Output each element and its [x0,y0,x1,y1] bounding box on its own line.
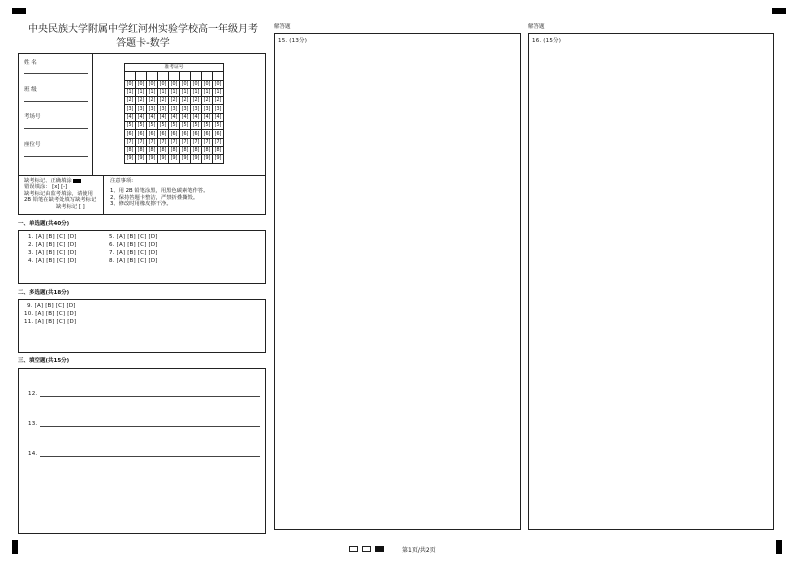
notes-item-3: 3、修改时用橡皮擦干净。 [110,201,172,208]
info-divider [92,53,93,175]
answer-col2-header: 解答题 [528,24,545,30]
notes-item-2: 2、保持答题卡整洁，严禁折叠撕毁。 [110,194,199,201]
question-2[interactable]: 2. [A] [B] [C] [D] [28,242,77,248]
answer-col1-header: 解答题 [274,24,291,30]
corner-mark-bottom-left [12,540,18,554]
page-code-box-2 [362,546,371,552]
answer-box-15[interactable] [274,33,521,530]
question-5[interactable]: 5. [A] [B] [C] [D] [109,234,158,240]
corner-mark-top-left [12,8,26,14]
corner-mark-top-right [772,8,786,14]
question-9[interactable]: 9. [A] [B] [C] [D] [27,303,76,309]
absence-mark[interactable]: 缺考标记 [ ] [56,203,85,210]
marking-line-4: 2B 铅笔在缺考处填写缺考标记 [24,197,97,204]
sheet-title: 中央民族大学附属中学红河州实验学校高一年级月考 [28,24,258,35]
question-8[interactable]: 8. [A] [B] [C] [D] [109,258,158,264]
notes-header: 注意事项: [110,178,133,184]
question-4[interactable]: 4. [A] [B] [C] [D] [28,258,77,264]
admission-number-header: 准考证号 [125,64,224,72]
name-field[interactable] [24,73,88,74]
page-code-box-3 [375,546,384,552]
admission-number-grid: 准考证号 [0] [0] [0] [0] [0] [0] [0] [0] [0] [1] [1] [1] [1] [1] [1] [1] [1] [1] [2] [2] [2] [2] [2] [2] [2] [2] [2] [3] [3] [3] [3] [3] [3] [3] [3] [3] [4] [4] [4] [4] [4] [4] [4] [4] [4] [5] [5] [5] [5] [5] [5] [5] [5] [5] [6] [6] [6] [6] [6] [6] [6] [6] [6] [7] [7] [7] [7] [7] [7] [7] [7] [7] [8] [8] [8] [8] [8] [8] [8] [8] [8] [9] [9] [9] [9] [9] [9] [9] [9] [9] [124,63,224,164]
page-number: 第1页/共2页 [402,547,436,554]
question-12-label: 12. [28,391,38,397]
question-11[interactable]: 11. [A] [B] [C] [D] [24,319,77,325]
sheet-subtitle: 答题卡-数学 [116,38,170,49]
exam-room-label: 考场号 [24,114,41,120]
seat-label: 座位号 [24,142,41,148]
question-14-answer-line[interactable] [40,456,260,457]
seat-field[interactable] [24,156,88,157]
section-fill-blank: 三、填空题(共15分) [18,358,70,364]
question-6[interactable]: 6. [A] [B] [C] [D] [109,242,158,248]
marking-instructions [24,178,104,210]
question-14-label: 14. [28,451,38,457]
question-10[interactable]: 10. [A] [B] [C] [D] [24,311,77,317]
class-field[interactable] [24,101,88,102]
corner-mark-bottom-right [776,540,782,554]
marking-line-3: 缺考标记由监考填涂，请使用 [24,190,93,197]
notes-item-1: 1、用 2B 铅笔涂黑，用黑色碳素笔作答。 [110,188,209,195]
page-code-box-1 [349,546,358,552]
filled-mark-icon [73,179,81,183]
question-7[interactable]: 7. [A] [B] [C] [D] [109,250,158,256]
answer-box-16[interactable] [528,33,774,530]
exam-notes [110,178,260,208]
question-15-label: 15. (13分) [278,38,308,44]
name-label: 姓 名 [24,60,37,66]
section-single-choice: 一、单选题(共40分) [18,221,70,227]
question-1[interactable]: 1. [A] [B] [C] [D] [28,234,77,240]
class-label: 班 级 [24,87,37,93]
question-12-answer-line[interactable] [40,396,260,397]
fill-blank-box [18,368,266,534]
question-3[interactable]: 3. [A] [B] [C] [D] [28,250,77,256]
exam-room-field[interactable] [24,128,88,129]
section-multi-choice: 二、多选题(共18分) [18,290,70,296]
marking-line-1: 缺考标记、正确填涂 [24,178,104,184]
marking-line-2: 错误填涂： [x] [-] [24,184,68,191]
question-13-label: 13. [28,421,38,427]
question-16-label: 16. (15分) [532,38,562,44]
question-13-answer-line[interactable] [40,426,260,427]
